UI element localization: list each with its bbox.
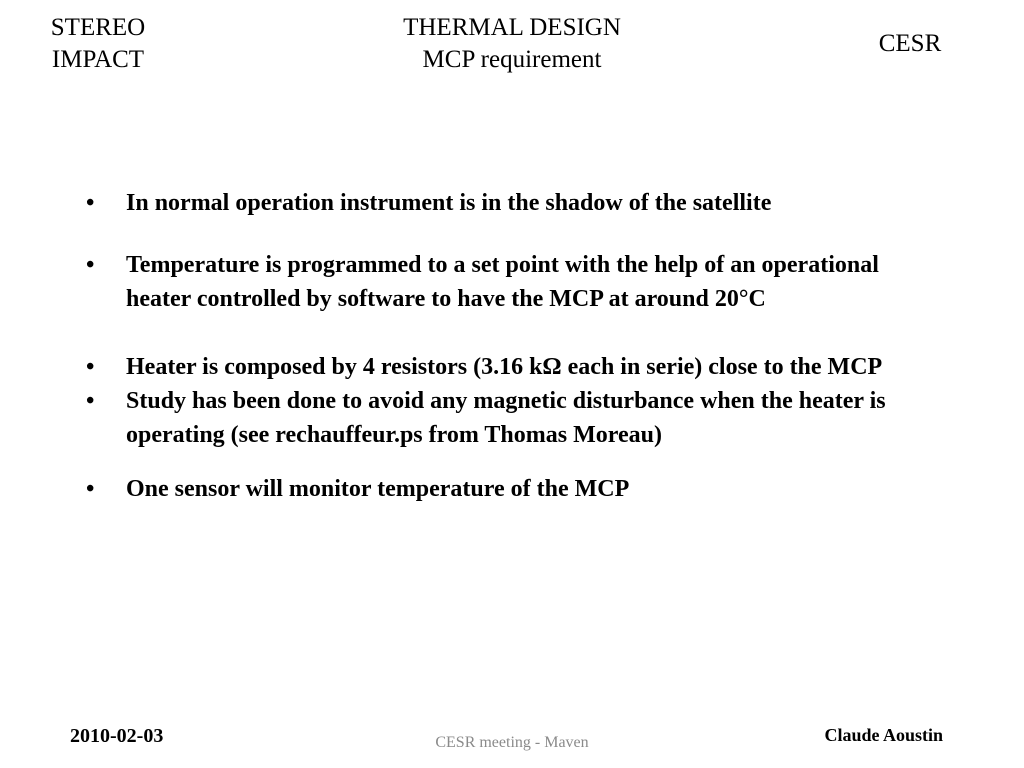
header-project-line-2: IMPACT xyxy=(51,46,145,73)
bullet-item xyxy=(86,384,936,452)
bullet-text: One sensor will monitor temperature of the MCP xyxy=(126,476,630,502)
bullet-marker: • xyxy=(86,252,95,278)
bullet-marker: • xyxy=(86,388,95,414)
bullet-list xyxy=(86,186,936,506)
bullet-marker: • xyxy=(86,354,95,380)
bullet-text: Study has been done to avoid any magnetic disturbance when the heater is operating (see rechauffeur.ps from Thomas Moreau) xyxy=(126,388,886,448)
bullet-item xyxy=(86,350,936,384)
bullet-marker: • xyxy=(86,476,95,502)
bullet-text: Heater is composed by 4 resistors (3.16 kΩ each in serie) close to the MCP xyxy=(126,354,883,380)
bullet-item xyxy=(86,248,936,316)
bullet-item xyxy=(86,472,936,506)
slide-title-line-2: MCP requirement xyxy=(422,46,602,73)
header-project-label xyxy=(0,12,196,76)
bullet-item xyxy=(86,186,936,220)
bullet-marker: • xyxy=(86,190,95,216)
footer-author: Claude Aoustin xyxy=(824,725,943,745)
header-project-line-1: STEREO xyxy=(50,14,146,41)
header-organization: CESR xyxy=(878,30,942,57)
slide-title xyxy=(312,12,712,76)
bullet-text: Temperature is programmed to a set point with the help of an operational heater controlled by software to have the MCP at around 20°C xyxy=(126,252,879,312)
bullet-text: In normal operation instrument is in the shadow of the satellite xyxy=(126,190,772,216)
footer-meeting: CESR meeting - Maven xyxy=(435,734,589,751)
slide-title-line-1: THERMAL DESIGN xyxy=(403,14,621,41)
footer-date: 2010-02-03 xyxy=(70,725,164,747)
